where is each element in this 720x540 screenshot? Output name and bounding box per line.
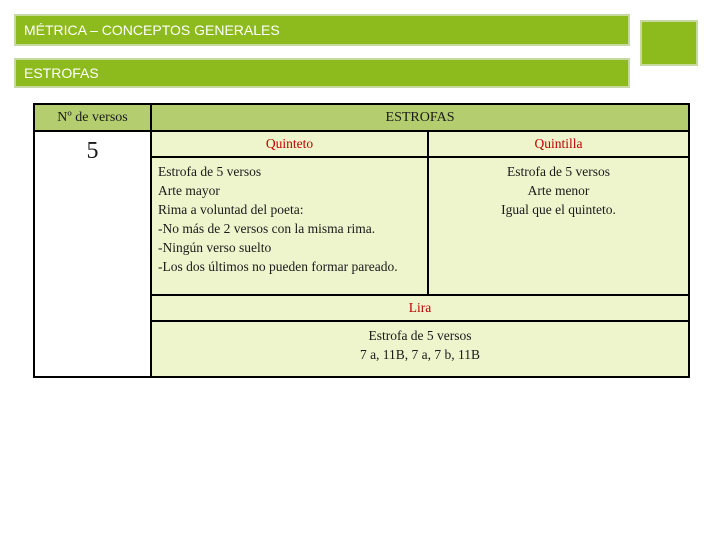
quinteto-description <box>151 157 428 295</box>
lira-line: 7 a, 11B, 7 a, 7 b, 11B <box>359 347 481 362</box>
lira-description <box>151 321 689 377</box>
table-row-names <box>34 131 689 157</box>
page-title: MÉTRICA – CONCEPTOS GENERALES <box>24 22 280 38</box>
quinteto-rule: -No más de 2 versos con la misma rima. <box>158 221 376 236</box>
quintilla-line: Igual que el quinteto. <box>501 202 616 217</box>
strophes-table <box>33 103 690 378</box>
section-bar <box>14 58 630 88</box>
corner-decoration <box>640 20 698 66</box>
quintilla-line: Estrofa de 5 versos <box>506 164 611 179</box>
header-cell-estrofas: ESTROFAS <box>151 104 689 131</box>
num-versos-cell <box>34 131 151 377</box>
title-bar <box>14 14 630 46</box>
table-header-row <box>34 104 689 131</box>
lira-line: Estrofa de 5 versos <box>368 328 472 343</box>
num-versos: 5 <box>86 138 99 164</box>
quinteto-line: Estrofa de 5 versos <box>158 164 262 179</box>
quinteto-rule: -Los dos últimos no pueden formar pareado. <box>158 259 398 274</box>
header-cell-versos: Nº de versos <box>34 104 151 131</box>
lira-name: Lira <box>151 295 689 321</box>
quinteto-rule: -Ningún verso suelto <box>158 240 272 255</box>
quinteto-name: Quinteto <box>151 131 428 157</box>
quinteto-line: Rima a voluntad del poeta: <box>158 202 304 217</box>
quintilla-description <box>428 157 689 295</box>
quintilla-line: Arte menor <box>527 183 590 198</box>
quintilla-name: Quintilla <box>428 131 689 157</box>
quinteto-line: Arte mayor <box>158 183 220 198</box>
section-title: ESTROFAS <box>24 65 99 81</box>
